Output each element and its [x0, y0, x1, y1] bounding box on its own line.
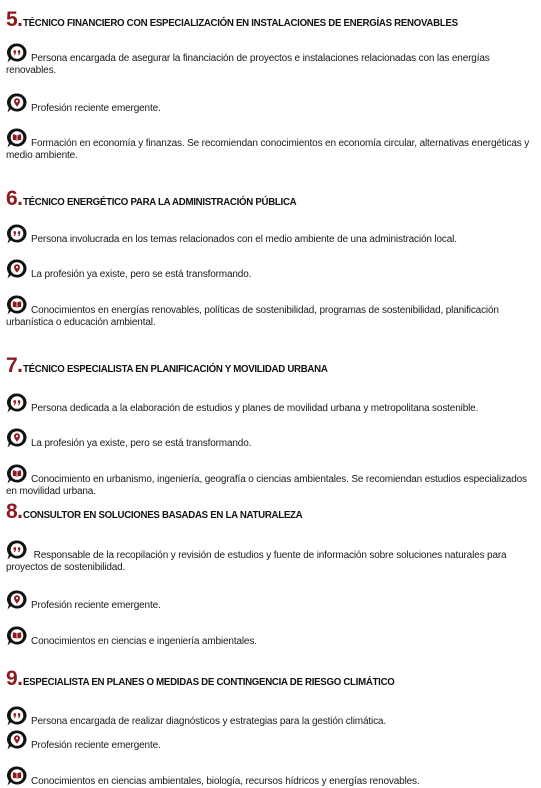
open-book-icon: [6, 625, 28, 647]
description-item: [6, 539, 534, 574]
status-item: [6, 258, 534, 281]
section-heading: [6, 10, 534, 30]
section-heading: [6, 189, 534, 209]
status-text: La profesión ya existe, pero se está transformando.: [31, 269, 252, 280]
speech-bubble-icon: [6, 223, 28, 245]
description-item: [6, 42, 534, 77]
status-item: [6, 729, 534, 752]
training-item: [6, 294, 534, 329]
training-text: Conocimientos en ciencias e ingeniería ambientales.: [31, 636, 257, 647]
location-pin-icon: [6, 258, 28, 280]
location-pin-icon: [6, 427, 28, 449]
status-item: [6, 427, 534, 450]
training-item: [6, 127, 534, 162]
section-title: ESPECIALISTA EN PLANES O MEDIDAS DE CONTINGENCIA DE RIESGO CLIMÁTICO: [22, 677, 395, 688]
section-heading: [6, 502, 534, 522]
section-number: 7.: [6, 354, 23, 377]
training-item: [6, 625, 534, 648]
open-book-icon: [6, 294, 28, 316]
section-number: 8.: [6, 500, 23, 523]
section-heading: [6, 669, 534, 689]
section-number: 9.: [6, 667, 23, 690]
status-text: Profesión reciente emergente.: [31, 740, 161, 751]
section-7: [6, 356, 534, 501]
section-5: [6, 10, 534, 170]
location-pin-icon: [6, 729, 28, 751]
training-text: Formación en economía y finanzas. Se recomiendan conocimientos en economía circular, alternativas energéticas y medio ambiente.: [6, 138, 530, 161]
training-item: [6, 765, 534, 788]
section-6: [6, 189, 534, 339]
status-text: Profesión reciente emergente.: [31, 600, 161, 611]
training-item: [6, 463, 534, 498]
speech-bubble-icon: [6, 392, 28, 414]
section-number: 5.: [6, 8, 23, 31]
description-text: Persona encargada de realizar diagnósticos y estrategias para la gestión climática.: [31, 716, 386, 727]
speech-bubble-icon: [6, 42, 28, 64]
description-text: Persona encargada de asegurar la financiación de proyectos e instalaciones relacionadas con las energías renovables.: [6, 53, 490, 76]
description-item: [6, 223, 534, 246]
status-item: [6, 92, 534, 115]
description-text: Persona involucrada en los temas relacionados con el medio ambiente de una administración local.: [31, 234, 457, 245]
description-item: [6, 392, 534, 415]
section-8: [6, 502, 534, 652]
open-book-icon: [6, 127, 28, 149]
description-text: Responsable de la recopilación y revisión de estudios y fuente de información sobre soluciones naturales para proyectos de sostenibilidad.: [6, 550, 507, 573]
open-book-icon: [6, 765, 28, 787]
description-item: [6, 705, 534, 728]
status-text: La profesión ya existe, pero se está transformando.: [31, 438, 252, 449]
training-text: Conocimientos en energías renovables, políticas de sostenibilidad, programas de sostenibilidad, planificación urbanística o educación ambiental.: [6, 305, 499, 328]
location-pin-icon: [6, 92, 28, 114]
speech-bubble-icon: [6, 539, 28, 561]
training-text: Conocimientos en ciencias ambientales, biología, recursos hídricos y energías renovables.: [31, 776, 420, 787]
section-title: TÉCNICO ENERGÉTICO PARA LA ADMINISTRACIÓN PÚBLICA: [22, 197, 296, 208]
section-heading: [6, 356, 534, 376]
status-item: [6, 589, 534, 612]
section-title: TÉCNICO ESPECIALISTA EN PLANIFICACIÓN Y MOVILIDAD URBANA: [22, 364, 328, 375]
section-number: 6.: [6, 187, 23, 210]
open-book-icon: [6, 463, 28, 485]
location-pin-icon: [6, 589, 28, 611]
speech-bubble-icon: [6, 705, 28, 727]
training-text: Conocimiento en urbanismo, ingeniería, geografía o ciencias ambientales. Se recomiendan estudios especializados en movilidad urbana.: [6, 474, 527, 497]
section-9: [6, 667, 534, 787]
description-text: Persona dedicada a la elaboración de estudios y planes de movilidad urbana y metropolitana sostenible.: [31, 403, 479, 414]
section-title: CONSULTOR EN SOLUCIONES BASADAS EN LA NATURALEZA: [22, 510, 302, 521]
status-text: Profesión reciente emergente.: [31, 103, 161, 114]
section-title: TÉCNICO FINANCIERO CON ESPECIALIZACIÓN EN INSTALACIONES DE ENERGÍAS RENOVABLES: [22, 18, 458, 29]
